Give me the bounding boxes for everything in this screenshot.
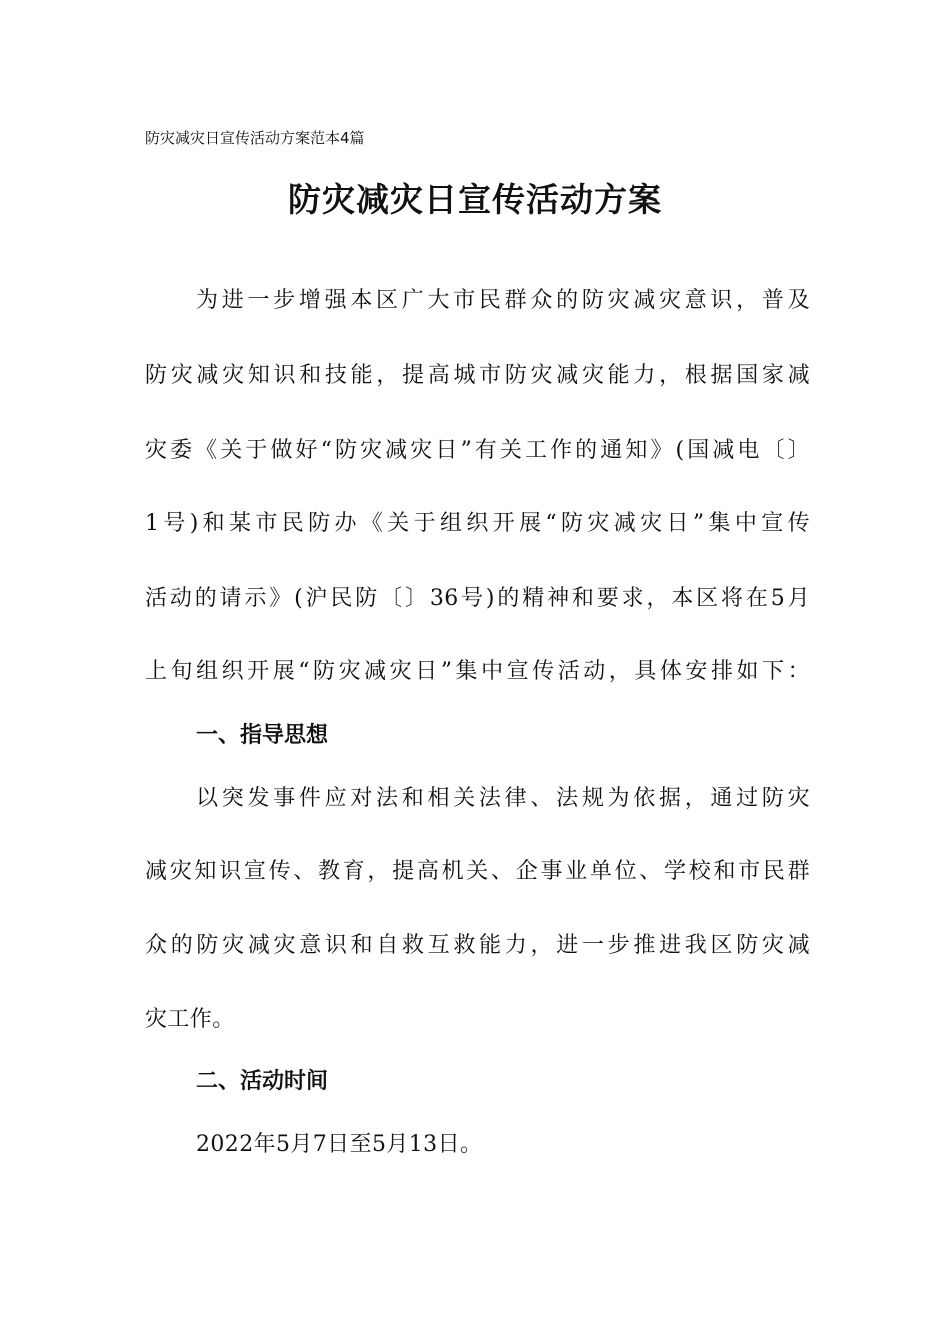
intro-line: 防灾减灾知识和技能，提高城市防灾减灾能力，根据国家减: [145, 363, 810, 388]
document-header-label: 防灾减灾日宣传活动方案范本4篇: [145, 129, 365, 147]
paragraph-line: 减灾知识宣传、教育，提高机关、企事业单位、学校和市民群: [145, 859, 810, 884]
paragraph-line: 以突发事件应对法和相关法律、法规为依据，通过防灾: [196, 786, 810, 811]
intro-line: 灾委《关于做好“防灾减灾日”有关工作的通知》(国减电〔〕: [145, 438, 810, 463]
paragraph-line: 灾工作。: [145, 1007, 235, 1032]
intro-line: 为进一步增强本区广大市民群众的防灾减灾意识，普及: [196, 288, 810, 313]
intro-line: 上旬组织开展“防灾减灾日”集中宣传活动，具体安排如下：: [145, 659, 810, 684]
paragraph-line: 2022年5月7日至5月13日。: [196, 1132, 483, 1157]
paragraph-line: 众的防灾减灾意识和自救互救能力，进一步推进我区防灾减: [145, 933, 810, 958]
intro-line: 1号)和某市民防办《关于组织开展“防灾减灾日”集中宣传: [145, 511, 810, 536]
intro-line: 活动的请示》(沪民防〔〕36号)的精神和要求，本区将在5月: [145, 586, 810, 611]
section-heading-activity-time: 二、活动时间: [196, 1069, 329, 1094]
document-title: 防灾减灾日宣传活动方案: [288, 180, 662, 219]
section-heading-guiding-ideology: 一、指导思想: [196, 723, 329, 748]
